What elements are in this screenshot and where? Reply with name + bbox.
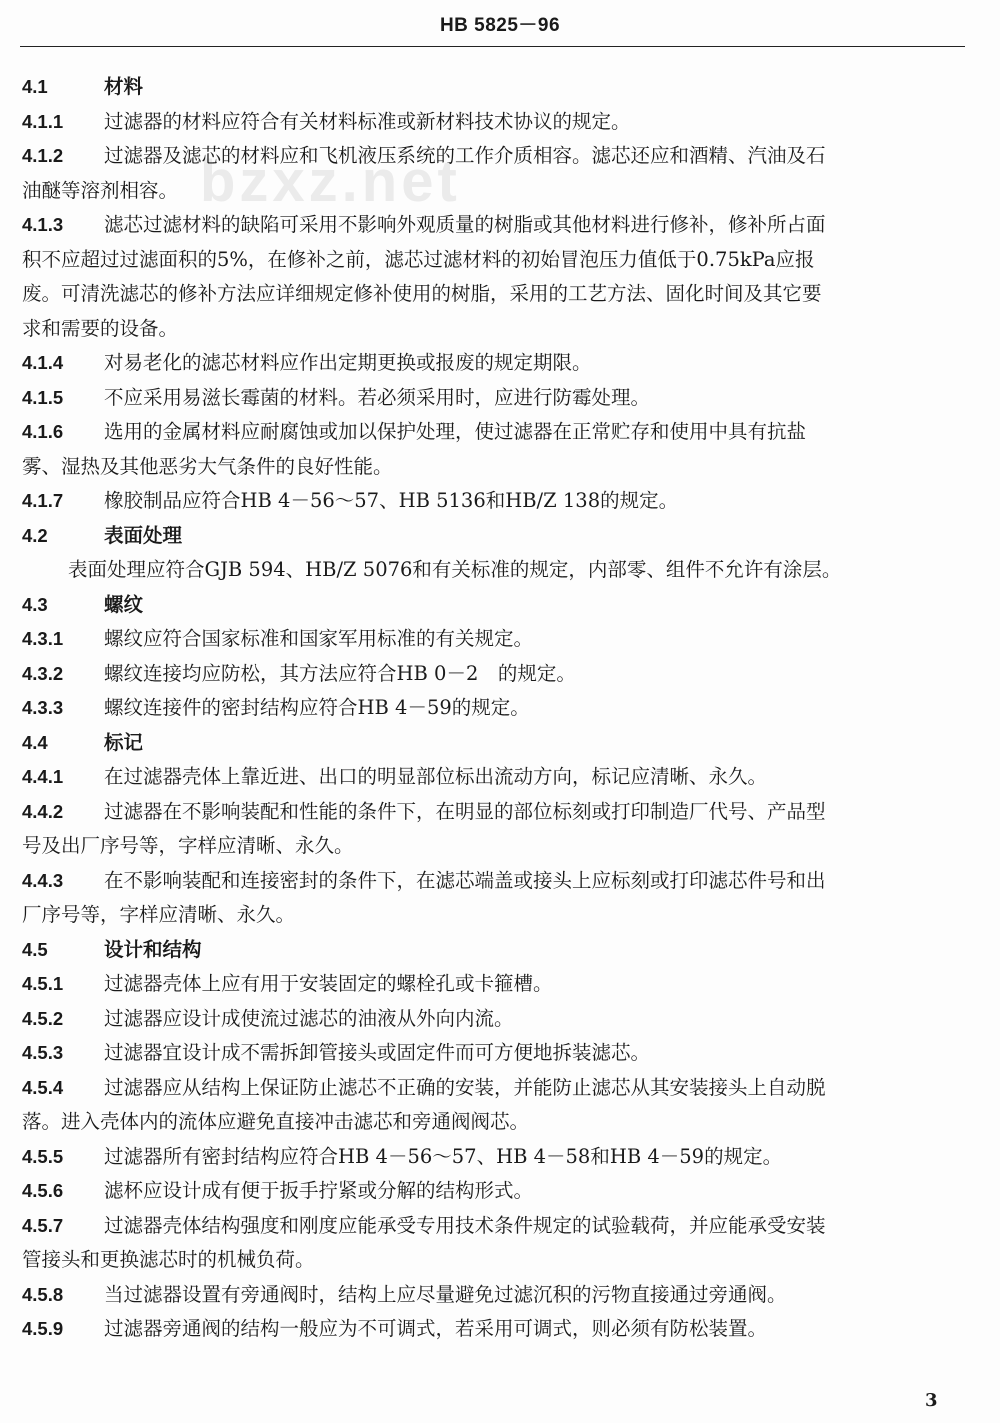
clause-line: [22, 795, 967, 830]
clause-continuation: [22, 1243, 967, 1278]
clause-line: [22, 1036, 967, 1071]
clause-text: 对易老化的滤芯材料应作出定期更换或报废的规定期限。: [104, 351, 592, 374]
clause-text: 滤芯过滤材料的缺陷可采用不影响外观质量的树脂或其他材料进行修补，修补所占面: [104, 213, 826, 236]
clause-line: [22, 553, 967, 588]
section-heading: [22, 70, 967, 105]
clause-text: 螺纹应符合国家标准和国家军用标准的有关规定。: [104, 627, 534, 650]
clause-continuation: [22, 898, 967, 933]
clause-text: 材料: [104, 75, 144, 98]
clause-number: 4.1: [22, 76, 48, 97]
clause-line: [22, 1174, 967, 1209]
clause-text: 在过滤器壳体上靠近进、出口的明显部位标出流动方向，标记应清晰、永久。: [104, 765, 768, 788]
page-header: HB 5825－96: [439, 15, 561, 36]
header-rule: [20, 46, 965, 47]
clause-line: [22, 760, 967, 795]
clause-line: [22, 415, 967, 450]
clause-line: [22, 208, 967, 243]
clause-text: 选用的金属材料应耐腐蚀或加以保护处理，使过滤器在正常贮存和使用中具有抗盐: [104, 420, 807, 443]
clause-line: [22, 346, 967, 381]
section-heading: [22, 933, 967, 968]
clause-line: [22, 484, 967, 519]
clause-text: 过滤器在不影响装配和性能的条件下，在明显的部位标刻或打印制造厂代号、产品型: [104, 799, 826, 823]
clause-number: 4.2: [22, 524, 48, 546]
clause-number: 4.5.4: [22, 1076, 64, 1098]
clause-line: [22, 657, 967, 692]
clause-number: 4.4.2: [22, 800, 64, 822]
clause-line: [22, 1209, 967, 1244]
clause-line: [22, 691, 967, 726]
clause-number: 4.1.5: [22, 386, 64, 408]
clause-line: [22, 622, 967, 657]
clause-text: 落。进入壳体内的流体应避免直接冲击滤芯和旁通阀阀芯。: [22, 1110, 530, 1133]
clause-text: 雾、湿热及其他恶劣大气条件的良好性能。: [22, 454, 393, 478]
clause-text: 标记: [104, 730, 144, 754]
clause-line: [22, 105, 967, 140]
clause-number: 4.5.7: [22, 1214, 64, 1236]
clause-text: 在不影响装配和连接密封的条件下，在滤芯端盖或接头上应标刻或打印滤芯件号和出: [104, 868, 826, 892]
clause-number: 4.4.3: [22, 869, 64, 891]
clause-number: 4.5.5: [22, 1145, 64, 1167]
clause-text: 厂序号等，字样应清晰、永久。: [22, 903, 296, 926]
section-heading: [22, 726, 967, 761]
clause-number: 4.4.1: [22, 766, 64, 787]
clause-text: 过滤器所有密封结构应符合HB 4－56～57、HB 4－58和HB 4－59的规定。: [104, 1144, 783, 1168]
clause-number: 4.5.9: [22, 1318, 64, 1339]
clause-text: 表面处理应符合GJB 594、HB/Z 5076和有关标准的规定，内部零、组件不允许有涂层。: [68, 558, 842, 581]
clause-line: [22, 1278, 967, 1313]
clause-text: 过滤器壳体结构强度和刚度应能承受专用技术条件规定的试验载荷，并应能承受安装: [104, 1213, 826, 1237]
clause-number: 4.1.2: [22, 145, 64, 166]
clause-text: 螺纹: [104, 592, 144, 616]
clause-number: 4.1.1: [22, 110, 64, 132]
clause-number: 4.3: [22, 593, 48, 615]
clause-text: 过滤器的材料应符合有关材料标准或新材料技术协议的规定。: [104, 109, 631, 133]
clause-text: 过滤器应从结构上保证防止滤芯不正确的安装，并能防止滤芯从其安装接头上自动脱: [104, 1075, 826, 1099]
clause-number: 4.3.3: [22, 697, 64, 718]
clause-continuation: [22, 1105, 967, 1140]
section-heading: [22, 588, 967, 623]
clause-text: 积不应超过过滤面积的5%，在修补之前，滤芯过滤材料的初始冒泡压力值低于0.75kPa应报: [22, 247, 815, 271]
clause-text: 油醚等溶剂相容。: [22, 178, 179, 202]
clause-number: 4.1.4: [22, 352, 64, 373]
clause-number: 4.3.2: [22, 662, 64, 684]
clause-line: [22, 1312, 967, 1347]
clause-number: 4.1.6: [22, 421, 64, 442]
clause-text: 管接头和更换滤芯时的机械负荷。: [22, 1248, 315, 1271]
clause-number: 4.5: [22, 938, 48, 960]
clause-continuation: [22, 174, 967, 209]
clause-line: [22, 139, 967, 174]
clause-number: 4.5.6: [22, 1180, 64, 1201]
clause-continuation: [22, 277, 967, 312]
clause-number: 4.1.7: [22, 490, 64, 511]
clause-continuation: [22, 312, 967, 347]
clause-line: [22, 967, 967, 1002]
clause-number: 4.3.1: [22, 628, 64, 649]
clause-line: [22, 1002, 967, 1037]
clause-line: [22, 864, 967, 899]
clause-text: 不应采用易滋长霉菌的材料。若必须采用时，应进行防霉处理。: [104, 385, 651, 409]
clause-text: 表面处理: [104, 523, 183, 547]
watermark: bzxz.net: [200, 149, 461, 214]
clause-text: 橡胶制品应符合HB 4－56～57、HB 5136和HB/Z 138的规定。: [104, 489, 679, 512]
clause-number: 4.5.3: [22, 1042, 64, 1063]
clause-line: [22, 1140, 967, 1175]
clause-text: 求和需要的设备。: [22, 316, 179, 340]
clause-continuation: [22, 243, 967, 278]
clause-text: 废。可清洗滤芯的修补方法应详细规定修补使用的树脂，采用的工艺方法、固化时间及其它要: [22, 282, 822, 305]
clause-number: 4.4: [22, 731, 48, 753]
clause-line: [22, 1071, 967, 1106]
clause-text: 螺纹连接件的密封结构应符合HB 4－59的规定。: [104, 696, 530, 719]
clause-number: 4.5.2: [22, 1007, 64, 1029]
clause-text: 号及出厂序号等，字样应清晰、永久。: [22, 834, 354, 857]
clause-text: 过滤器旁通阀的结构一般应为不可调式，若采用可调式，则必须有防松装置。: [104, 1317, 768, 1340]
clause-text: 滤杯应设计成有便于扳手拧紧或分解的结构形式。: [104, 1179, 534, 1202]
page-number: 3: [925, 1390, 938, 1411]
clause-continuation: [22, 450, 967, 485]
document-body: [22, 70, 967, 1347]
clause-text: 当过滤器设置有旁通阀时，结构上应尽量避免过滤沉积的污物直接通过旁通阀。: [104, 1282, 787, 1306]
clause-text: 螺纹连接均应防松，其方法应符合HB 0－2 的规定。: [104, 661, 576, 685]
clause-number: 4.5.1: [22, 973, 64, 994]
clause-line: [22, 381, 967, 416]
clause-text: 过滤器应设计成使流过滤芯的油液从外向内流。: [104, 1006, 514, 1030]
clause-text: 过滤器及滤芯的材料应和飞机液压系统的工作介质相容。滤芯还应和酒精、汽油及石: [104, 144, 826, 167]
clause-text: 过滤器宜设计成不需拆卸管接头或固定件而可方便地拆装滤芯。: [104, 1041, 651, 1064]
section-heading: [22, 519, 967, 554]
clause-number: 4.5.8: [22, 1283, 64, 1305]
clause-text: 设计和结构: [104, 937, 202, 961]
clause-text: 过滤器壳体上应有用于安装固定的螺栓孔或卡箍槽。: [104, 972, 553, 995]
clause-continuation: [22, 829, 967, 864]
clause-number: 4.1.3: [22, 214, 64, 235]
